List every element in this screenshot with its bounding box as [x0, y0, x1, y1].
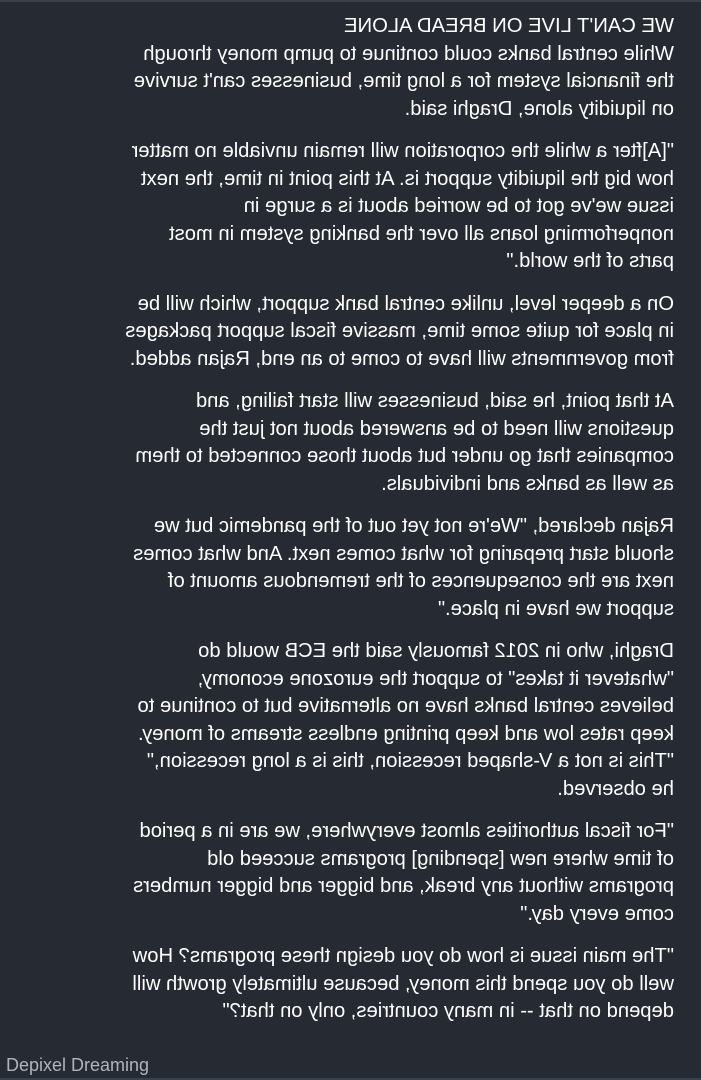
watermark-text: Depixel Dreaming — [6, 1055, 150, 1075]
article-paragraph-2: "[A]fter a while the corporation will remain unviable no matter how big the liquidity support is. At this point in time, the next issue we've got to be worried about is a surge in nonperforming loans all over the banking system in most parts of the world." — [131, 140, 674, 272]
article-headline: WE CAN'T LIVE ON BREAD ALONE — [344, 15, 674, 37]
article-paragraph-3: On a deeper level, unlike central bank support, which will be in place for quite some time, massive fiscal support packages from governments will have to come to an end, Rajan added. — [125, 292, 674, 370]
article-body — [34, 13, 674, 1041]
article-paragraph-1 — [34, 13, 674, 123]
article-paragraph-4: At that point, he said, businesses will start failing, and questions will need to be answered about not just the companies that go under but about those connected to them as well as banks and individuals. — [135, 390, 674, 495]
article-paragraph-7: "For fiscal authorities almost everywhere, we are in a period of time where new [spending] programs succeed old programs without any break, and bigger and bigger numbers come every day." — [133, 820, 674, 925]
article-paragraph-8: "The main issue is how do you design these programs? How well do you spend this money, because ultimately growth will depend on that -- in many countries, only on that?" — [132, 945, 674, 1022]
article-paragraph-5: Rajan declared, "We're not yet out of the pandemic but we should start preparing for what comes next. And what comes next are the consequences of the tremendous amount of support we have in place." — [133, 515, 674, 620]
article-paragraph-6: Draghi, who in 2012 famously said the ECB would do "whatever it takes" to support the eurozone economy, believes central banks have no alternative but to continue to keep rates low and keep printing endless streams of money. "This is not a V-shaped recession, this is a long recession," he observed. — [137, 640, 674, 800]
article-paragraph-1-text: While central banks could continue to pump money through the financial system for a long time, businesses can't survive on liquidity alone, Draghi said. — [133, 42, 674, 120]
